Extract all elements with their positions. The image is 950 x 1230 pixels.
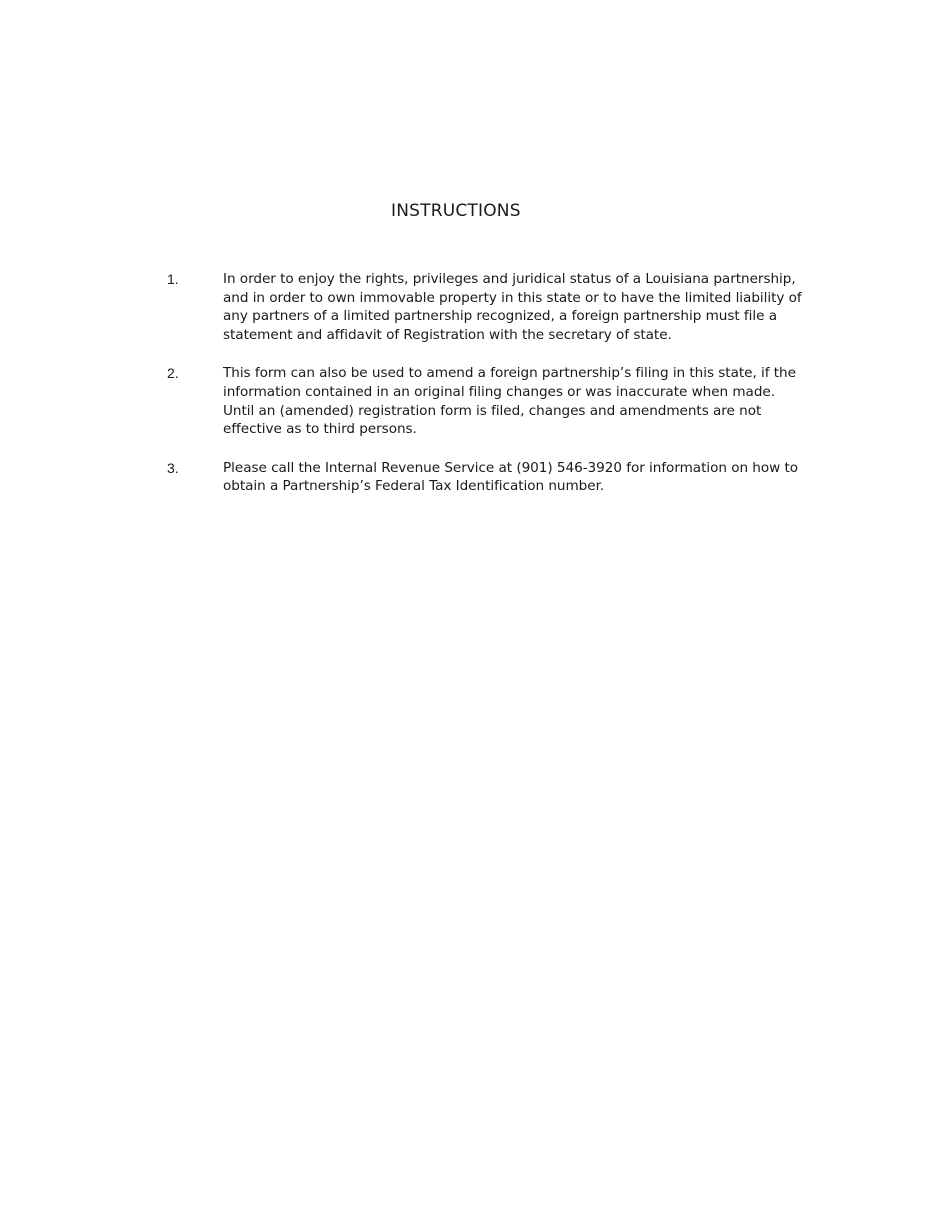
instruction-list [0,270,950,516]
list-item [0,459,950,496]
page-title: INSTRUCTIONS [391,201,521,221]
item-text: In order to enjoy the rights, privileges and juridical status of a Louisiana partnership, and in order to own immovable property in this state or to have the limited liability of any partners of a limited partnership recognized, a foreign partnership must file a statement and affidavit of Registration with the secretary of state. [223,271,802,343]
item-number: 2. [167,365,179,382]
item-number: 3. [167,459,179,476]
item-number: 1. [167,271,179,287]
list-item [0,270,950,344]
item-text: This form can also be used to amend a foreign partnership’s filing in this state, if the information contained in an original filing changes or was inaccurate when made. Until an (amended) registration form is filed, changes and amendments are not effective as to third persons. [223,365,796,438]
list-item [0,364,950,438]
item-text: Please call the Internal Revenue Service at (901) 546-3920 for information on how to obtain a Partnership’s Federal Tax Identification number. [223,459,799,495]
